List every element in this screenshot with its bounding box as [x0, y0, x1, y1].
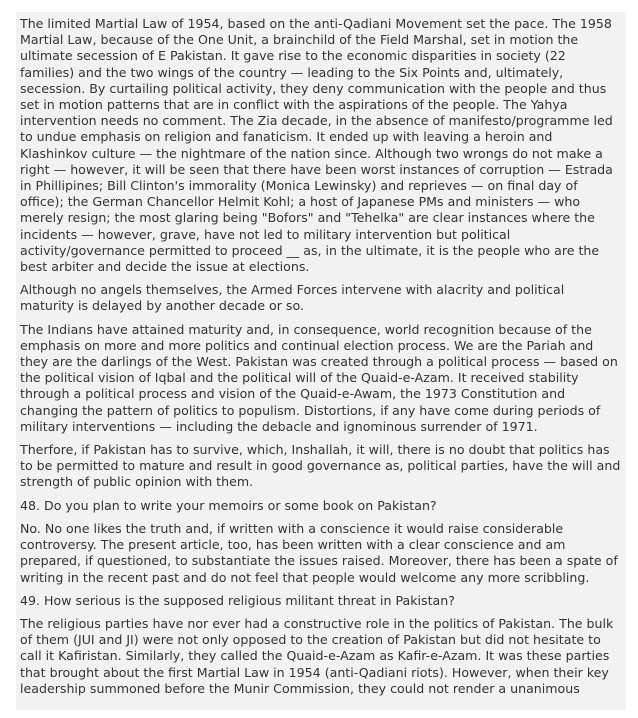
- document-body: [16, 12, 626, 710]
- paragraph-armed-forces: Although no angels themselves, the Armed Forces intervene with alacrity and political maturity is delayed by another decade or so.: [20, 282, 565, 314]
- paragraph-pakistan-survival: Therfore, if Pakistan has to survive, which, Inshallah, it will, there is no doubt that politics has to be permitted to mature and result in good governance as, political parties, have the will and strength of public opinion with them.: [20, 442, 621, 490]
- paragraph-martial-law-history: The limited Martial Law of 1954, based on the anti-Qadiani Movement set the pace. The 1958 Martial Law, because of the One Unit, a brainchild of the Field Marshal, set in motion the ultimate secession of E Pakistan. It gave rise to the economic disparities in society (22 families) and the two wings of the country — leading to the Six Points and, ultimately, secession. By curtailing political activity, they deny communication with the people and thus set in motion patterns that are in conflict with the aspirations of the people. The Yahya intervention needs no comment. The Zia decade, in the absence of manifesto/programme led to undue emphasis on religion and fanaticism. It ended up with leaving a heroin and Klashinkov culture — the nightmare of the nation since. Although two wrongs do not make a right — however, it will be seen that there have been worst instances of corruption — Estrada in Phillipines; Bill Clinton's immorality (Monica Lewinsky) and reprieves — on final day of office); the German Chancellor Helmit Kohl; a host of Japanese PMs and ministers — who merely resign; the most glaring being "Bofors" and "Tehelka" are clear instances where the incidents — however, grave, have not led to military intervention but political activity/governance permitted to proceed __ as, in the ultimate, it is the people who are the best arbiter and decide the issue at elections.: [20, 16, 613, 275]
- answer-48: No. No one likes the truth and, if written with a conscience it would raise considerable controversy. The present article, too, has been written with a clear conscience and am prepared, if questioned, to substantiate the issues raised. Moreover, there has been a spate of writing in the recent past and do not feel that people would welcome any more scribbling.: [20, 520, 618, 585]
- question-49: 49. How serious is the supposed religious militant threat in Pakistan?: [20, 592, 455, 608]
- question-48: 48. Do you plan to write your memoirs or some book on Pakistan?: [20, 497, 437, 513]
- answer-49: The religious parties have nor ever had a constructive role in the politics of Pakistan. The bulk of them (JUI and JI) were not only opposed to the creation of Pakistan but did not hesitate to call it Kafiristan. Similarly, they called the Quaid-e-Azam as Kafir-e-Azam. It was these parties that brought about the first Martial Law in 1954 (anti-Qadiani riots). However, when their key leadership summoned before the Munir Commission, they could not render a unanimous: [20, 615, 614, 696]
- paragraph-indian-maturity: The Indians have attained maturity and, in consequence, world recognition because of the emphasis on more and more politics and continual election process. We are the Pariah and they are the darlings of the West. Pakistan was created through a political process — based on the political vision of Iqbal and the political will of the Quaid-e-Azam. It received stability through a political process and vision of the Quaid-e-Awam, the 1973 Constitution and changing the pattern of politics to populism. Distortions, if any have come during periods of military interventions — including the debacle and ignominous surrender of 1971.: [20, 321, 618, 434]
